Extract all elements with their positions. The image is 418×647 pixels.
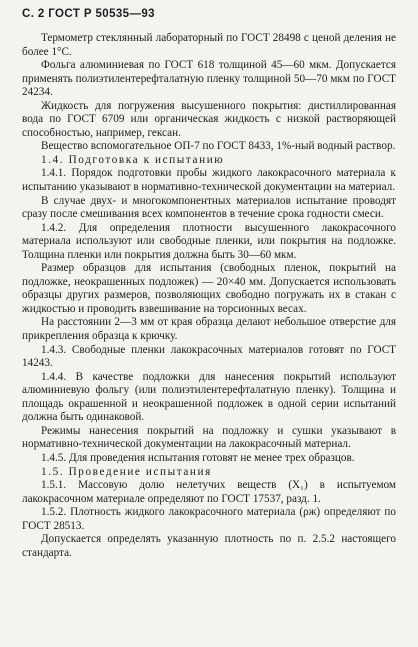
paragraph: На расстоянии 2—3 мм от края образца делают небольшое отверстие для прикрепления образца к крючку. — [22, 316, 396, 343]
page-header: С. 2 ГОСТ Р 50535—93 — [22, 8, 155, 20]
paragraph: 1.5.1. Массовую долю нелетучих веществ (X₁) в испытуемом лакокрасочном материале определяют по ГОСТ 17537, разд. 1. — [22, 479, 396, 505]
paragraph: 1.4.3. Свободные пленки лакокрасочных материалов готовят по ГОСТ 14243. — [22, 343, 396, 370]
section-heading: 1.5. Проведение испытания — [41, 465, 212, 478]
paragraph: 1.4.2. Для определения плотности высушенного лакокрасочного материала используют или свободные пленки, или покрытия на подложке. Толщина пленки или покрытия должна быть 30—60 мкм. — [22, 221, 396, 261]
paragraph: В случае двух- и многокомпонентных материалов испытание проводят сразу после смешивания всех компонентов в течение срока годности смеси. — [22, 194, 396, 221]
paragraph: Вещество вспомогательное ОП-7 по ГОСТ 8433, 1%-ный водный раствор. — [41, 140, 396, 153]
paragraph: Термометр стеклянный лабораторный по ГОСТ 28498 с ценой деления не более 1°С. — [22, 32, 396, 58]
paragraph: 1.4.1. Порядок подготовки пробы жидкого лакокрасочного материала к испытанию указывают в нормативно-технической документации на материал. — [22, 167, 396, 194]
document-body — [22, 32, 396, 560]
section-heading: 1.4. Подготовка к испытанию — [41, 153, 225, 166]
paragraph: Размер образцов для испытания (свободных пленок, покрытий на подложке, неокрашенных подложек) — 20×40 мм. Допускается использовать образцы других размеров, позволяющих свободно погружать их в стакан с жидкостью и проводить взвешивание на торсионных весах. — [22, 262, 396, 315]
paragraph: Допускается определять указанную плотность по п. 2.5.2 настоящего стандарта. — [22, 533, 396, 559]
paragraph: Режимы нанесения покрытий на подложку и сушки указывают в нормативно-технической документации на лакокрасочный материал. — [22, 424, 396, 451]
paragraph: Фольга алюминиевая по ГОСТ 618 толщиной 45—60 мкм. Допускается применять полиэтилентерефталатную пленку толщиной 50—70 мкм по ГОСТ 24234. — [22, 59, 396, 99]
paragraph: 1.4.5. Для проведения испытания готовят не менее трех образцов. — [41, 451, 355, 464]
paragraph: Жидкость для погружения высушенного покрытия: дистиллированная вода по ГОСТ 6709 или органическая жидкость с низкой растворяющей способностью, например, гексан. — [22, 99, 396, 139]
paragraph: 1.4.4. В качестве подложки для нанесения покрытий используют алюминиевую фольгу (или полиэтилентерефталатную пленку). Толщина и площадь окрашенной и неокрашенной подложек в одной серии испытаний должна быть одинаковой. — [22, 370, 396, 424]
paragraph: 1.5.2. Плотность жидкого лакокрасочного материала (ρж) определяют по ГОСТ 28513. — [22, 506, 396, 532]
